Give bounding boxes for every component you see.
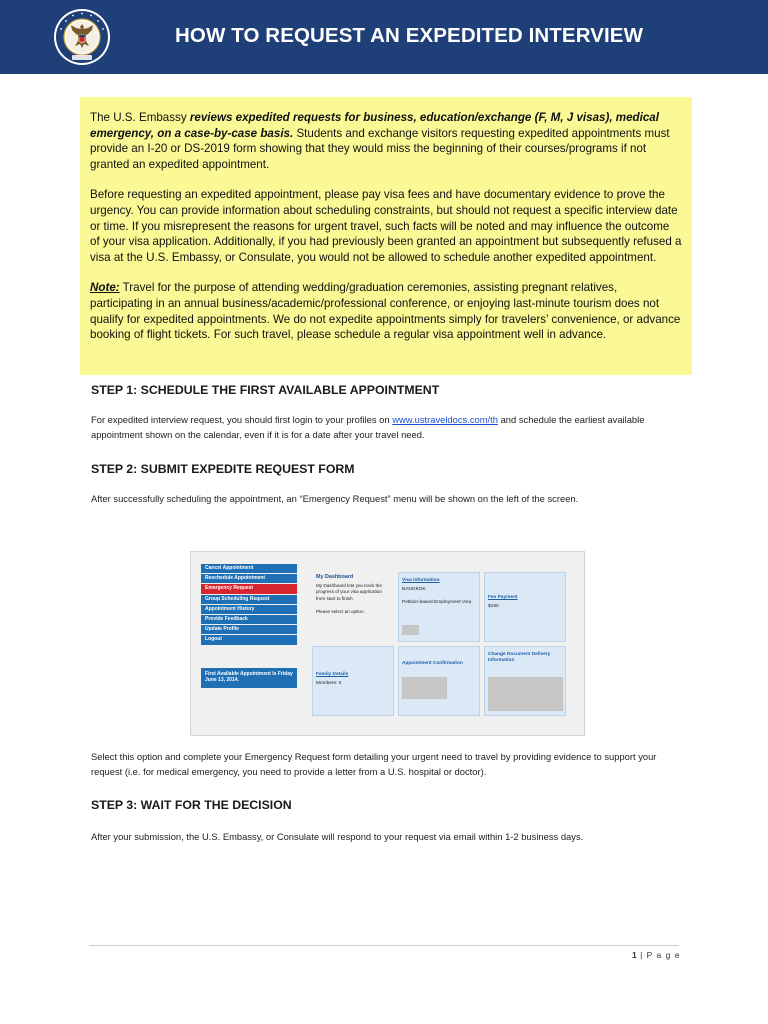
- menu-item-cancel-appointment: Cancel Appointment: [201, 564, 297, 573]
- step3-text: After your submission, the U.S. Embassy, or Consulate will respond to your request via email within 1-2 business days.: [91, 831, 584, 842]
- tile-family-details: Family Details Members: 0: [312, 646, 394, 716]
- note-label: Note:: [90, 281, 120, 295]
- page-footer: 1 | P a g e: [632, 950, 681, 960]
- notice-box: [80, 97, 692, 375]
- redacted-box: [402, 625, 419, 635]
- step1-text: For expedited interview request, you should first login to your profiles on www.ustraveldocs.com/th and schedule the earliest available appointment shown on the calendar, even if it is for a date after your travel need.: [91, 414, 645, 440]
- menu-item-provide-feedback: Provide Feedback: [201, 615, 297, 624]
- embassy-seal-icon: [53, 8, 111, 66]
- tile-fee-payment: Fee Payment $190: [484, 572, 566, 642]
- footer-divider: [89, 945, 679, 946]
- menu-item-emergency-request: Emergency Request: [201, 584, 297, 593]
- menu-item-logout: Logout: [201, 635, 297, 644]
- page-number: 1: [632, 950, 637, 960]
- step2-after-text: Select this option and complete your Emergency Request form detailing your urgent need to travel by providing evidence to support your request (i.e. for medical emergency, you need to provide a letter from a U.S. hospital or doctor).: [91, 751, 657, 777]
- dashboard-title: My Dashboard: [316, 574, 354, 580]
- ustraveldocs-link[interactable]: www.ustraveldocs.com/th: [392, 414, 498, 425]
- menu-item-group-scheduling: Group Scheduling Request: [201, 595, 297, 604]
- step3-heading: STEP 3: WAIT FOR THE DECISION: [91, 798, 292, 812]
- first-available-banner: First Available Appointment Is Friday June 13, 2014.: [201, 668, 297, 688]
- page-title: HOW TO REQUEST AN EXPEDITED INTERVIEW: [175, 24, 644, 47]
- dashboard-intro: My Dashboard My Dashboard lets you track the progress of your visa application from start to finish. Please select an option.: [316, 574, 391, 616]
- notice-paragraph-3: Note: Travel for the purpose of attending wedding/graduation ceremonies, assisting pregnant relatives, participating in an annual business/academic/professional conference, or enjoying last-minute tourism does not qualify for expedited appointments. We do not expedite appointments simply for travelers’ convenience, or advance booking of flight tickets. For such travel, please schedule a regular visa appointment well in advance.: [90, 281, 681, 342]
- menu-item-reschedule-appointment: Reschedule Appointment: [201, 574, 297, 583]
- redacted-box: [402, 677, 447, 699]
- menu-item-appointment-history: Appointment History: [201, 605, 297, 614]
- step1-heading: STEP 1: SCHEDULE THE FIRST AVAILABLE APPOINTMENT: [91, 383, 440, 397]
- tile-change-delivery: Change Document Delivery Information: [484, 646, 566, 716]
- notice-paragraph-1: The U.S. Embassy reviews expedited requests for business, education/exchange (F, M, J visas), medical emergency, on a case-by-case basis. Students and exchange visitors requesting expedited appointments must provide an I-20 or DS-2019 form showing that they would miss the beginning of their courses/programs if not granted an expedited appointment.: [90, 111, 670, 171]
- notice-paragraph-2: Before requesting an expedited appointment, please pay visa fees and have documentary evidence to prove the urgency. You can provide information about scheduling constraints, but should not request a specific interview date or time. If you misrepresent the reasons for urgent travel, such facts will be noted and may influence the outcome of your visa application. Additionally, if you had previously been granted an appointment but subsequently refused a visa at the U.S. Embassy, or Consulate, you would not be allowed to schedule another expedited appointment.: [90, 188, 682, 264]
- tile-appointment-confirmation: Appointment Confirmation: [398, 646, 480, 716]
- step2-text: After successfully scheduling the appointment, an “Emergency Request” menu will be shown on the left of the screen.: [91, 493, 579, 504]
- header-band: [0, 0, 768, 74]
- redacted-box: [488, 677, 563, 711]
- step2-heading: STEP 2: SUBMIT EXPEDITE REQUEST FORM: [91, 462, 355, 476]
- menu-item-update-profile: Update Profile: [201, 625, 297, 634]
- dashboard-screenshot: [190, 551, 585, 736]
- tile-visa-information: Visa Information BANGKOK Petition-based Employment Visa: [398, 572, 480, 642]
- dashboard-menu: [201, 564, 297, 646]
